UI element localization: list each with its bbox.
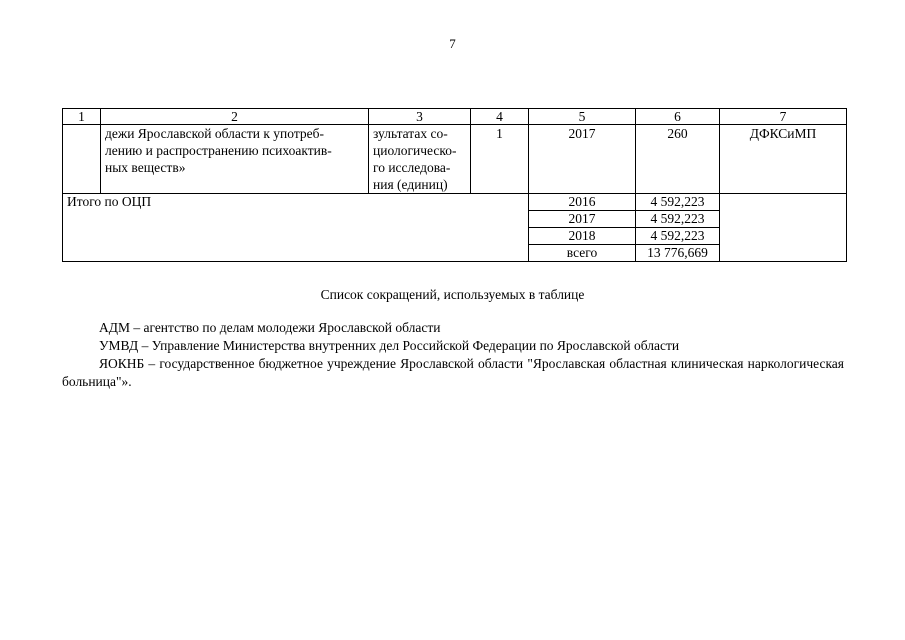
indicator-cell	[369, 125, 471, 194]
quantity-cell: 1	[471, 125, 529, 194]
row-number-cell	[63, 125, 101, 194]
indicator-line: зультатах со-	[373, 126, 448, 141]
total-row	[63, 194, 847, 211]
total-year-cell: 2016	[529, 194, 636, 211]
total-empty-cell	[720, 194, 847, 262]
total-year-cell: 2017	[529, 211, 636, 228]
header-cell: 3	[369, 109, 471, 125]
description-cell	[101, 125, 369, 194]
header-cell: 1	[63, 109, 101, 125]
description-line: ных веществ»	[105, 160, 186, 175]
total-amount-cell: 4 592,223	[636, 211, 720, 228]
year-cell: 2017	[529, 125, 636, 194]
description-line: дежи Ярославской области к употреб-	[105, 126, 325, 141]
page-number: 7	[449, 36, 456, 51]
header-cell: 7	[720, 109, 847, 125]
total-amount-cell: 4 592,223	[636, 194, 720, 211]
description-line: лению и распространению психоактив-	[105, 143, 332, 158]
indicator-line: го исследова-	[373, 160, 451, 175]
abbreviation-item: АДМ – агентство по делам молодежи Ярославской области	[99, 320, 441, 335]
header-cell: 4	[471, 109, 529, 125]
program-table	[62, 108, 847, 262]
table-row	[63, 125, 847, 194]
value-cell: 260	[636, 125, 720, 194]
executor-cell: ДФКСиМП	[720, 125, 847, 194]
abbreviation-item: УМВД – Управление Министерства внутренних дел Российской Федерации по Ярославской области	[99, 338, 680, 353]
header-cell: 5	[529, 109, 636, 125]
abbreviations-list	[62, 319, 844, 391]
total-year-cell: всего	[529, 245, 636, 262]
table-header-row	[63, 109, 847, 125]
header-cell: 2	[101, 109, 369, 125]
indicator-line: ния (единиц)	[373, 177, 448, 192]
header-cell: 6	[636, 109, 720, 125]
total-amount-cell: 4 592,223	[636, 228, 720, 245]
abbreviations-title: Список сокращений, используемых в таблице	[320, 287, 585, 302]
abbreviation-item: ЯОКНБ – государственное бюджетное учреждение Ярославской области "Ярославская областная клиническая наркологическая больница"».	[62, 356, 844, 389]
total-label: Итого по ОЦП	[63, 194, 529, 262]
indicator-line: циологическо-	[373, 143, 457, 158]
total-amount-cell: 13 776,669	[636, 245, 720, 262]
total-year-cell: 2018	[529, 228, 636, 245]
